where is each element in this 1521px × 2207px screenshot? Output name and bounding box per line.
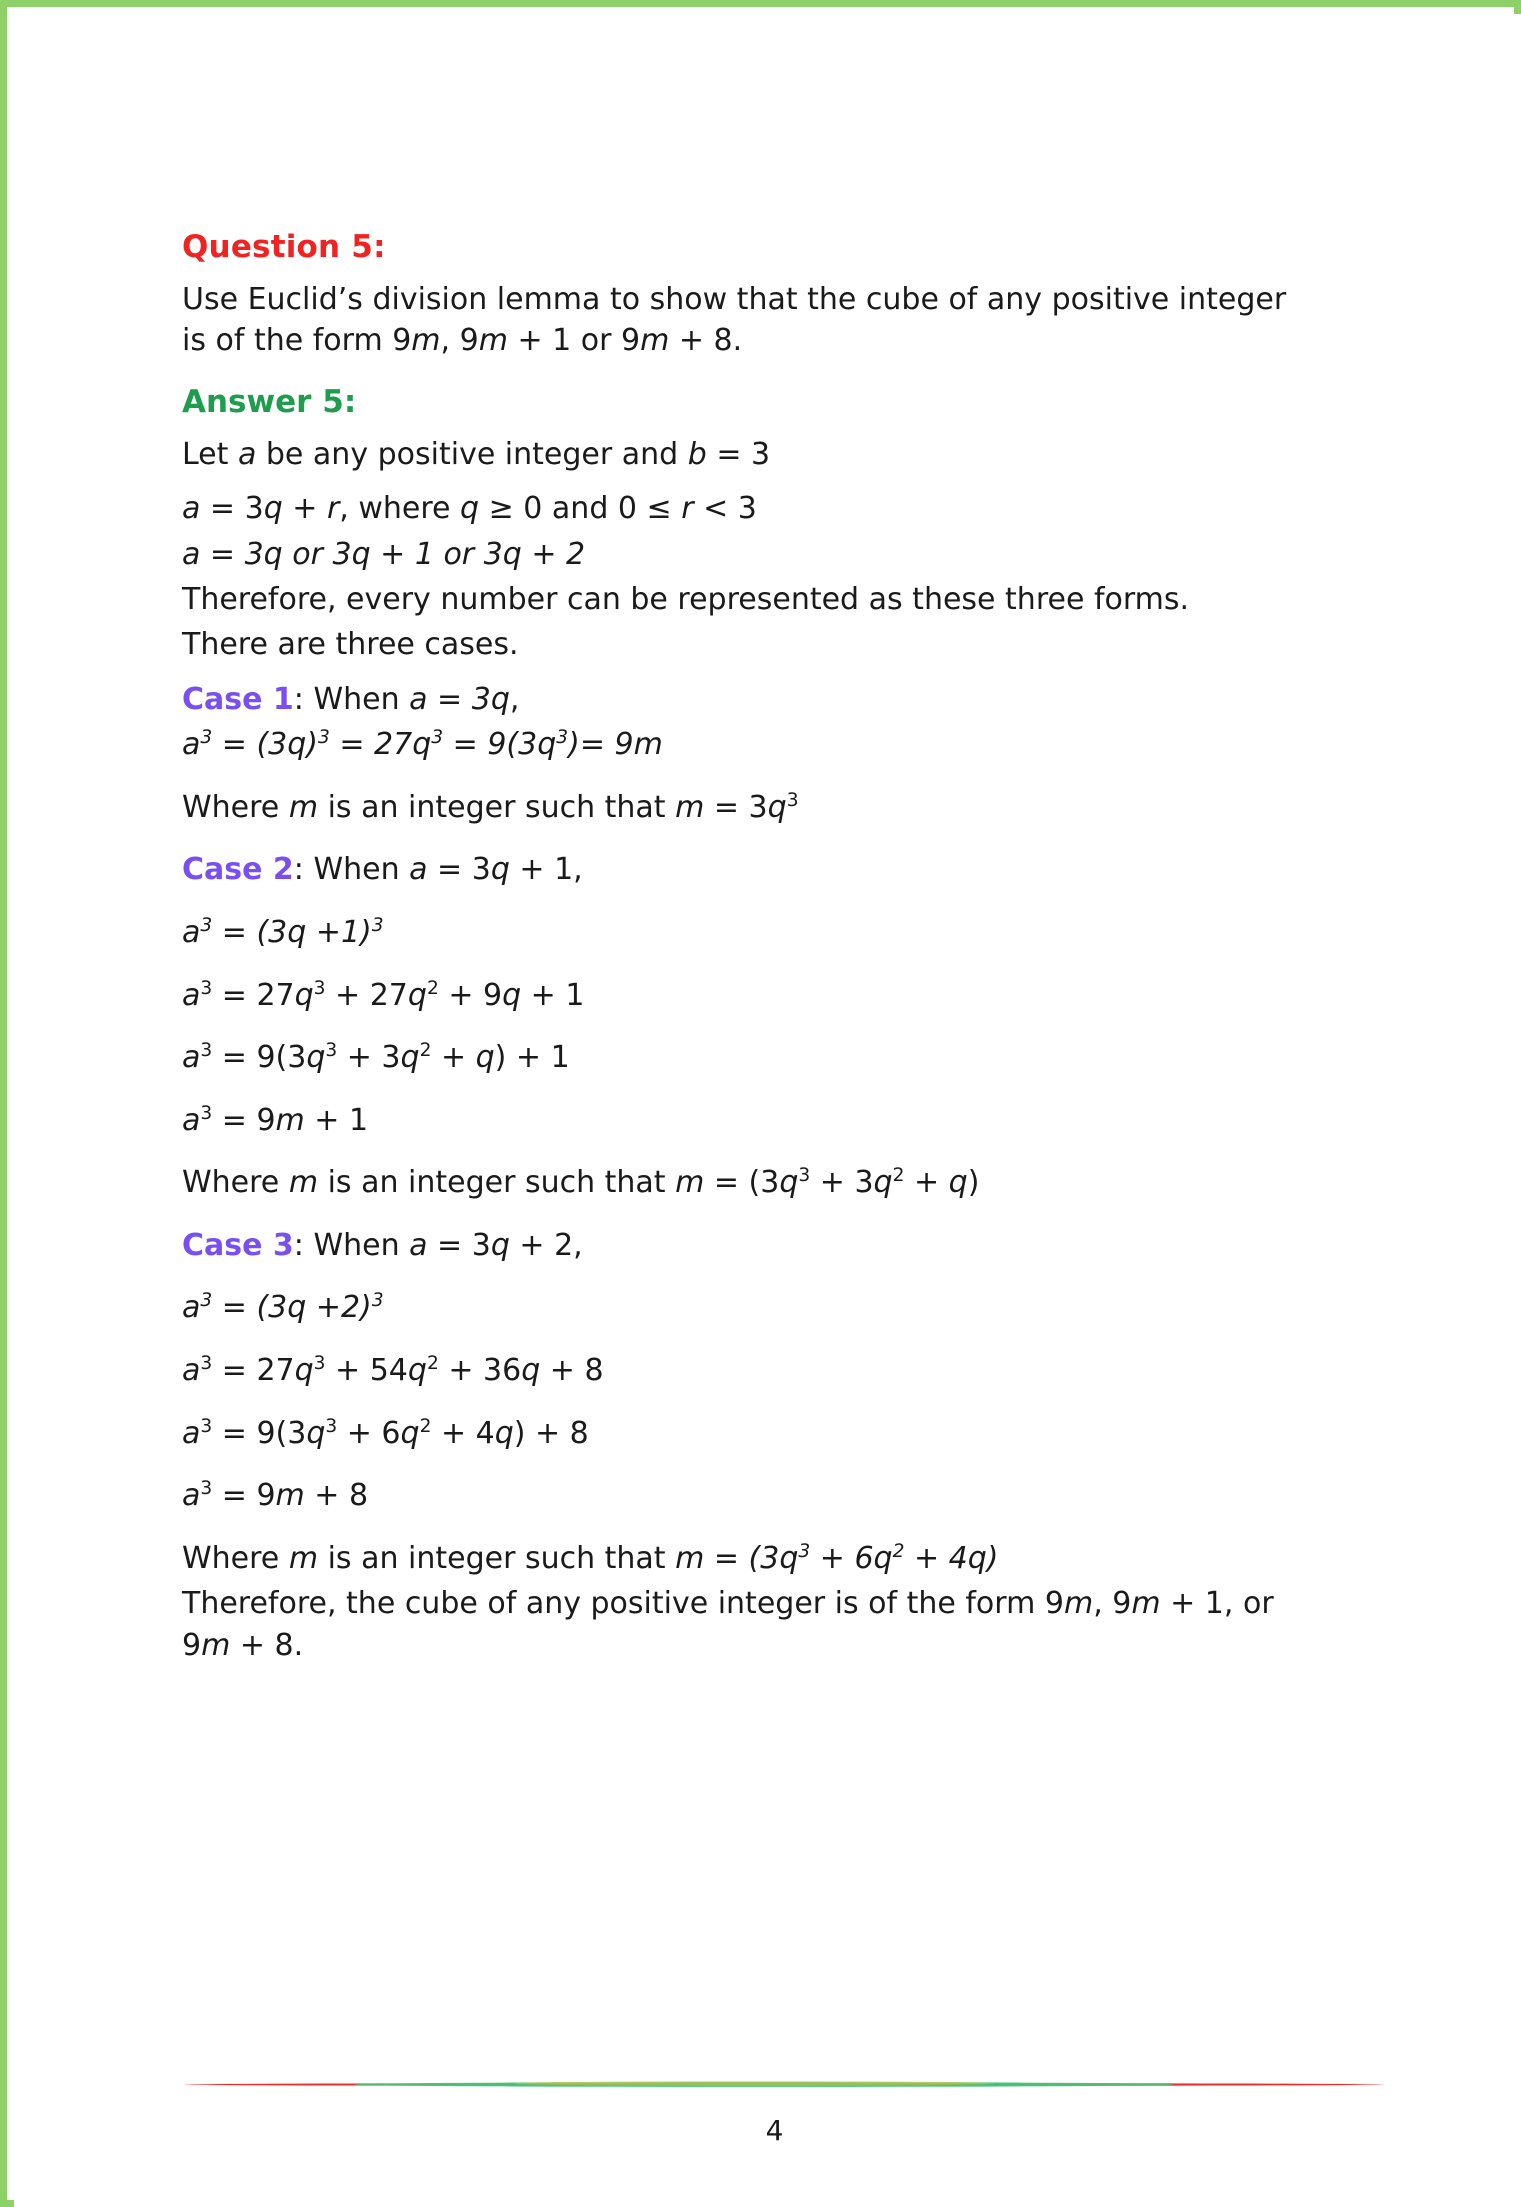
answer-eq2: a = 3q or 3q + 1 or 3q + 2 <box>182 536 586 572</box>
exp-3: 3 <box>318 727 330 749</box>
case-2-eq: = 3 <box>427 852 491 888</box>
var-q: q <box>779 1165 799 1201</box>
c1s1-close2: )= 9 <box>568 727 634 763</box>
c2s2-p3: + 1 <box>521 977 585 1013</box>
c2s2-p1: + 27 <box>325 977 408 1013</box>
case-2-step-4 <box>182 1100 1382 1143</box>
exp-2: 2 <box>419 1040 432 1062</box>
var-a: a <box>237 436 257 472</box>
conclusion-line2-pre: 9 <box>182 1627 202 1663</box>
exp-2: 2 <box>892 1165 905 1187</box>
var-q: q <box>948 1165 968 1201</box>
where-pre: Where <box>182 1540 289 1576</box>
var-m: m <box>288 1540 319 1576</box>
where-pre: Where <box>182 789 289 825</box>
c3s2-p3: + 8 <box>540 1353 604 1389</box>
c3s2-p2: + 36 <box>438 1353 522 1389</box>
var-q: q <box>287 914 307 950</box>
var-m: m <box>640 323 670 359</box>
case-2-end: + 1, <box>509 852 583 888</box>
var-m: m <box>411 323 441 359</box>
var-q: q <box>460 491 480 527</box>
var-m: m <box>675 789 705 825</box>
var-q: q <box>767 789 787 825</box>
eq1-mid: = 3 <box>200 491 264 527</box>
question-text <box>182 279 1382 362</box>
page-sheet <box>14 14 1521 2207</box>
var-q: q <box>400 1040 420 1076</box>
var-m: m <box>675 1165 705 1201</box>
var-a: a <box>182 727 201 763</box>
var-q: q <box>407 1353 427 1389</box>
case-3-end: + 2, <box>509 1227 583 1263</box>
var-m: m <box>288 789 319 825</box>
c3s3-p1: + 6 <box>337 1415 401 1451</box>
var-q: q <box>490 852 510 888</box>
conclusion-mid2: + 1, or <box>1160 1586 1274 1622</box>
exp-3: 3 <box>798 1540 811 1562</box>
var-a: a <box>409 1227 428 1263</box>
where-p1: + 6 <box>810 1540 874 1576</box>
case-2-heading <box>182 849 1382 892</box>
page-number: 4 <box>765 2114 784 2147</box>
answer-let-line <box>182 434 1382 475</box>
where-eq: = 3 <box>704 789 768 825</box>
exp-3: 3 <box>200 914 213 936</box>
var-m: m <box>288 1165 319 1201</box>
var-q: q <box>873 1165 893 1201</box>
var-q: q <box>400 1415 420 1451</box>
where-mid: is an integer such that <box>318 789 676 825</box>
var-q: q <box>287 727 307 763</box>
case-2-step-1 <box>182 912 1382 955</box>
var-q: q <box>294 977 314 1013</box>
c3s2-eq: = 27 <box>212 1353 295 1389</box>
where-p1: + 3 <box>810 1165 874 1201</box>
var-q: q <box>490 1227 510 1263</box>
c1s1-close: ) <box>306 727 318 763</box>
var-q: q <box>263 491 283 527</box>
case-2-where <box>182 1162 1382 1205</box>
exp-2: 2 <box>419 1415 432 1437</box>
exp-2: 2 <box>426 977 439 999</box>
conclusion-mid1: , 9 <box>1093 1586 1132 1622</box>
var-a: a <box>182 491 201 527</box>
exp-3: 3 <box>556 727 569 749</box>
eq1-plus: + <box>282 491 327 527</box>
c1s1-eq3: = 9(3 <box>443 727 538 763</box>
question-line2-mid2: + 1 or 9 <box>507 323 641 359</box>
let-pre: Let <box>182 436 238 472</box>
let-mid: be any positive integer and <box>256 436 688 472</box>
var-q: q <box>521 1353 541 1389</box>
c3s3-p3: ) + 8 <box>513 1415 589 1451</box>
var-m: m <box>275 1102 305 1138</box>
exp-3: 3 <box>325 1415 338 1437</box>
c2s3-p3: ) + 1 <box>494 1040 570 1076</box>
var-m: m <box>675 1540 705 1576</box>
var-r: r <box>681 491 694 527</box>
exp-3: 3 <box>371 1290 384 1312</box>
c1s1-eq2: = 27 <box>329 727 413 763</box>
exp-3: 3 <box>313 1353 326 1375</box>
c2s3-eq: = 9(3 <box>212 1040 307 1076</box>
var-a: a <box>182 1415 201 1451</box>
where-eq: = (3 <box>704 1540 780 1576</box>
exp-3: 3 <box>200 977 213 999</box>
var-q: q <box>287 1290 307 1326</box>
c2s1-tail: +1) <box>306 914 372 950</box>
eq1-where: , where <box>339 491 461 527</box>
var-a: a <box>409 852 428 888</box>
question-line2-pre: is of the form 9 <box>182 323 412 359</box>
var-a: a <box>182 914 201 950</box>
c2s4-p: + 1 <box>304 1102 369 1138</box>
case-1-when: : When <box>293 681 410 717</box>
conclusion-line2-end: + 8. <box>230 1627 304 1663</box>
case-2-when: : When <box>293 852 410 888</box>
where-mid: is an integer such that <box>318 1540 676 1576</box>
where-mid: is an integer such that <box>318 1165 676 1201</box>
case-1-where <box>182 787 1382 830</box>
case-3-when: : When <box>293 1227 410 1263</box>
case-3-step-3 <box>182 1413 1382 1456</box>
case-1-heading <box>182 679 1382 720</box>
where-pre: Where <box>182 1165 289 1201</box>
case-2-step-3 <box>182 1037 1382 1080</box>
conclusion <box>182 1583 1382 1666</box>
exp-2: 2 <box>426 1353 439 1375</box>
var-q: q <box>502 977 522 1013</box>
eq1-lt: < 3 <box>693 491 757 527</box>
exp-3: 3 <box>313 977 326 999</box>
c3s4-eq: = 9 <box>212 1478 276 1514</box>
case-3-heading <box>182 1225 1382 1268</box>
var-m: m <box>275 1478 305 1514</box>
question-heading: Question 5: <box>182 229 386 265</box>
var-q: q <box>967 1540 987 1576</box>
var-a: a <box>182 1353 201 1389</box>
case-1-label: Case 1 <box>182 681 294 717</box>
var-a: a <box>182 1478 201 1514</box>
question-line2-end: + 8. <box>669 323 743 359</box>
question-line2-mid1: , 9 <box>440 323 479 359</box>
exp-3: 3 <box>431 727 444 749</box>
var-q: q <box>412 727 432 763</box>
where-p2: + 4 <box>904 1540 968 1576</box>
c3s3-eq: = 9(3 <box>212 1415 307 1451</box>
exp-3: 3 <box>200 1478 213 1500</box>
var-m: m <box>633 727 663 763</box>
c2s2-p2: + 9 <box>438 977 503 1013</box>
c2s2-eq: = 27 <box>212 977 295 1013</box>
var-q: q <box>494 1415 514 1451</box>
exp-3: 3 <box>325 1040 338 1062</box>
var-a: a <box>409 681 428 717</box>
footer-decorative-rule <box>184 2079 1384 2089</box>
question-line1: Use Euclid’s division lemma to show that the cube of any positive integer <box>182 282 1287 317</box>
var-q: q <box>475 1040 495 1076</box>
exp-3: 3 <box>798 1165 811 1187</box>
var-q: q <box>294 1353 314 1389</box>
c3s1-tail: +2) <box>306 1290 372 1326</box>
c2s4-eq: = 9 <box>212 1102 276 1138</box>
c2s3-p2: + <box>431 1040 476 1076</box>
let-end: = 3 <box>706 436 771 472</box>
var-q: q <box>306 1415 326 1451</box>
where-p3: ) <box>967 1165 980 1201</box>
exp-3: 3 <box>200 727 213 749</box>
exp-3: 3 <box>200 1040 213 1062</box>
var-a: a <box>182 977 201 1013</box>
c3s1-eq: = (3 <box>212 1290 288 1326</box>
case-2-step-2 <box>182 975 1382 1018</box>
var-a: a <box>182 1290 201 1326</box>
exp-3: 3 <box>200 1415 213 1437</box>
c2s3-p1: + 3 <box>337 1040 401 1076</box>
var-q: q <box>873 1540 893 1576</box>
exp-3: 3 <box>200 1353 213 1375</box>
var-m: m <box>1131 1586 1161 1622</box>
var-m: m <box>201 1627 231 1663</box>
eq1-ge: ≥ 0 and 0 ≤ <box>479 491 682 527</box>
exp-3: 3 <box>200 1290 213 1312</box>
answer-heading: Answer 5: <box>182 383 357 420</box>
case-3-label: Case 3 <box>182 1227 294 1263</box>
case-1-end: , <box>509 681 520 717</box>
c3s4-p: + 8 <box>304 1478 369 1514</box>
case-3-eq: = 3 <box>427 1227 491 1263</box>
case-2-label: Case 2 <box>182 852 294 888</box>
var-a: a <box>182 1040 201 1076</box>
case-1-step-1 <box>182 724 1382 767</box>
exp-2: 2 <box>892 1540 905 1562</box>
c3s3-p2: + 4 <box>431 1415 495 1451</box>
c1s1-eq: = (3 <box>212 727 288 763</box>
where-p3: ) <box>986 1540 999 1576</box>
var-r: r <box>326 491 340 527</box>
var-m: m <box>478 323 508 359</box>
case-1-eq: = <box>427 681 472 717</box>
var-q: q <box>537 727 557 763</box>
c3s2-p1: + 54 <box>325 1353 408 1389</box>
var-q: q <box>306 1040 326 1076</box>
case-3-step-1 <box>182 1287 1382 1330</box>
where-eq: = (3 <box>704 1165 780 1201</box>
conclusion-pre: Therefore, the cube of any positive integer is of the form 9 <box>182 1586 1064 1622</box>
exp-3: 3 <box>786 789 799 811</box>
case-1-value: 3q <box>471 681 510 717</box>
var-m: m <box>1063 1586 1094 1622</box>
answer-eq1 <box>182 488 1382 529</box>
case-3-step-2 <box>182 1350 1382 1393</box>
case-3-step-4 <box>182 1475 1382 1518</box>
where-p2: + <box>904 1165 949 1201</box>
three-cases: There are three cases. <box>182 627 519 663</box>
var-q: q <box>407 977 427 1013</box>
case-3-where <box>182 1538 1382 1579</box>
therefore-forms: Therefore, every number can be represented as these three forms. <box>182 581 1190 617</box>
exp-3: 3 <box>371 914 384 936</box>
var-a: a <box>182 1102 201 1138</box>
c2s1-eq: = (3 <box>212 914 288 950</box>
var-q: q <box>779 1540 799 1576</box>
exp-3: 3 <box>200 1102 213 1124</box>
page-content <box>182 229 1382 1679</box>
var-b: b <box>687 436 707 472</box>
footer-rule-yellow <box>514 2081 994 2086</box>
